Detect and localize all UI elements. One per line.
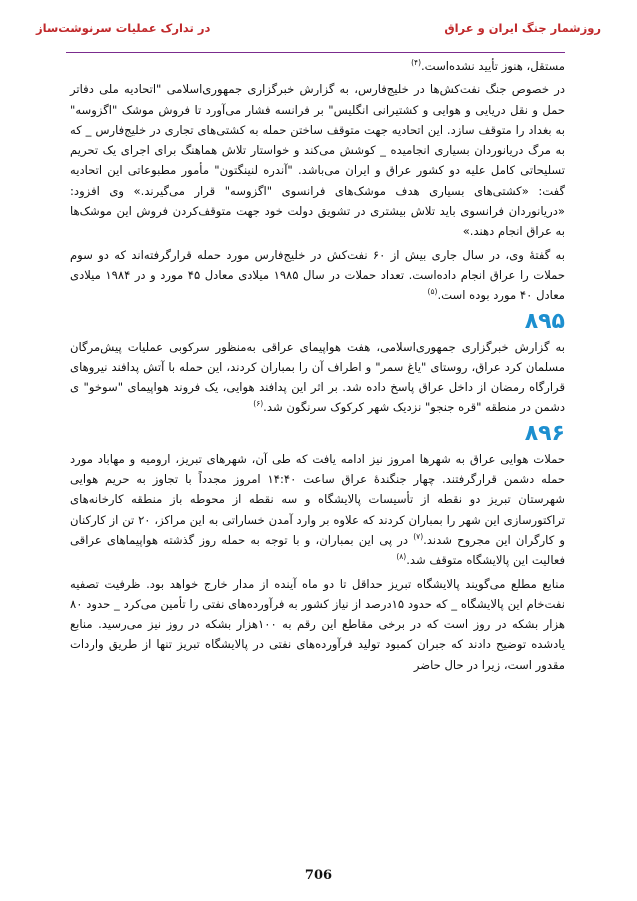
paragraph-continuation: مستقل، هنوز تأیید نشده‌است.$^{(۴)}$	[411, 58, 565, 73]
footnote-ref: (۸)	[396, 552, 407, 562]
entry-number-896: ۸۹۶	[524, 420, 565, 446]
page-header	[36, 8, 601, 48]
header-divider	[66, 52, 565, 53]
page-number: 706	[304, 868, 333, 883]
paragraph-entry-896-refinery: منابع مطلع می‌گویند پالایشگاه تبریز حداقل تا دو ماه آینده از مدار خارج خواهد بود. ظرفیت تصفیه نفت‌خام این پالایشگاه _ که حدود ۱۵درصد از نیاز کشور به فرآورده‌های نفتی را تأمین می‌کرد _ حدود ۸۰ هزار بشکه در روز است که در برخی مقاطع این رقم به ۱۰۰هزار بشکه در روز نیز می‌رسید. منابع یادشده توضیح دادند که جبران کمبود تولید فرآورده‌های نفتی در پالایشگاه تبریز تنها از طریق واردات مقدور است، زیرا در حال حاضر	[70, 576, 566, 672]
page-body	[70, 56, 565, 678]
footnote-ref: (۵)	[427, 287, 438, 297]
footnote-ref: (۴)	[411, 58, 421, 68]
paragraph-tanker-war: در خصوص جنگ نفت‌کش‌ها در خلیج‌فارس، به گزارش خبرگزاری جمهوری‌اسلامی "اتحادیه ملی دفاتر حمل و نقل دریایی و هوایی و کشتیرانی انگلیس" بر فرانسه فشار می‌آورد تا فروش موشک "اگزوسه" به بغداد را متوقف سازد. این اتحادیه جهت متوقف ساختن حمله به کشتی‌های تجاری در خلیج‌فارس _ که به مرگ دریانوردان بسیاری انجامیده _ کوشش می‌کند و خواستار تلاش هماهنگ برای اجرای یک تحریم تسلیحاتی کامل علیه دو کشور عراق و ایران می‌باشد. "آندره لنینگتون" مأمور مطبوعاتی این اتحادیه گفت: «کشتی‌های بسیاری هدف موشک‌های فرانسوی "اگزوسه" قرار می‌گیرند.» وی افزود: «دریانوردان فرانسوی باید تلاش بیشتری در تشویق دولت خود جهت متوقف‌کردن فروش این موشک‌ها به عراق انجام دهند.»	[70, 82, 565, 239]
paragraph-entry-895: به گزارش خبرگزاری جمهوری‌اسلامی، هفت هواپیمای عراقی به‌منظور سرکوبی عملیات پیش‌مرگان مسلمان کرد عراق، روستای "یاغ سمر" و اطراف آن را بمباران کردند، این حمله با آتش پدافند نیروهای قرارگاه رمضان از داخل عراق پاسخ داده شد. بر اثر این پدافند هوایی، یک فروند هواپیمای "سوخو" ی دشمن در منطقه "قره جنجو" نزدیک شهر کرکوک سرنگون شد.$^{(۶)}$	[70, 339, 565, 415]
entry-number-895: ۸۹۵	[524, 308, 565, 334]
book-title: روزشمار جنگ ایران و عراق	[444, 21, 601, 35]
footnote-ref: (۷)	[413, 532, 424, 542]
footnote-ref: (۶)	[253, 399, 264, 409]
paragraph-entry-896-air-raids: حملات هوایی عراق به شهرها امروز نیز ادامه یافت که طی آن، شهرهای تبریز، ارومیه و مهاباد مورد حمله دشمن قرارگرفتند. چهار جنگندهٔ عراق ساعت ۱۴:۴۰ امروز مجدداً با تجاوز به حریم هوایی شهرستان تبریز دو نقطه از تأسیسات پالایشگاه و سه نقطه از محوطه باز منطقه کارخانه‌های تراکتورسازی این شهر را بمباران کردند که علاوه بر وارد آمدن خساراتی به این مراکز، ۲۰ تن از کارکنان و کارگران این مجروح شدند.$^{(۷)}$ در پی این بمباران، و با توجه به حمله روز گذشته هواپیماهای عراقی فعالیت این پالایشگاه متوقف شد.$^{(۸)}$	[70, 451, 565, 568]
paragraph-tanker-stats: به گفتهٔ وی، در سال جاری بیش از ۶۰ نفت‌کش در خلیج‌فارس مورد حمله قرارگرفته‌اند که دو سوم حملات را عراق انجام داده‌است. تعداد حملات در سال ۱۹۸۵ میلادی معادل ۴۵ مورد و در ۱۹۸۴ میلادی معادل ۴۰ مورد بوده است.$^{(۵)}$	[70, 247, 565, 303]
chapter-title: در تدارک عملیات سرنوشت‌ساز	[36, 21, 211, 35]
